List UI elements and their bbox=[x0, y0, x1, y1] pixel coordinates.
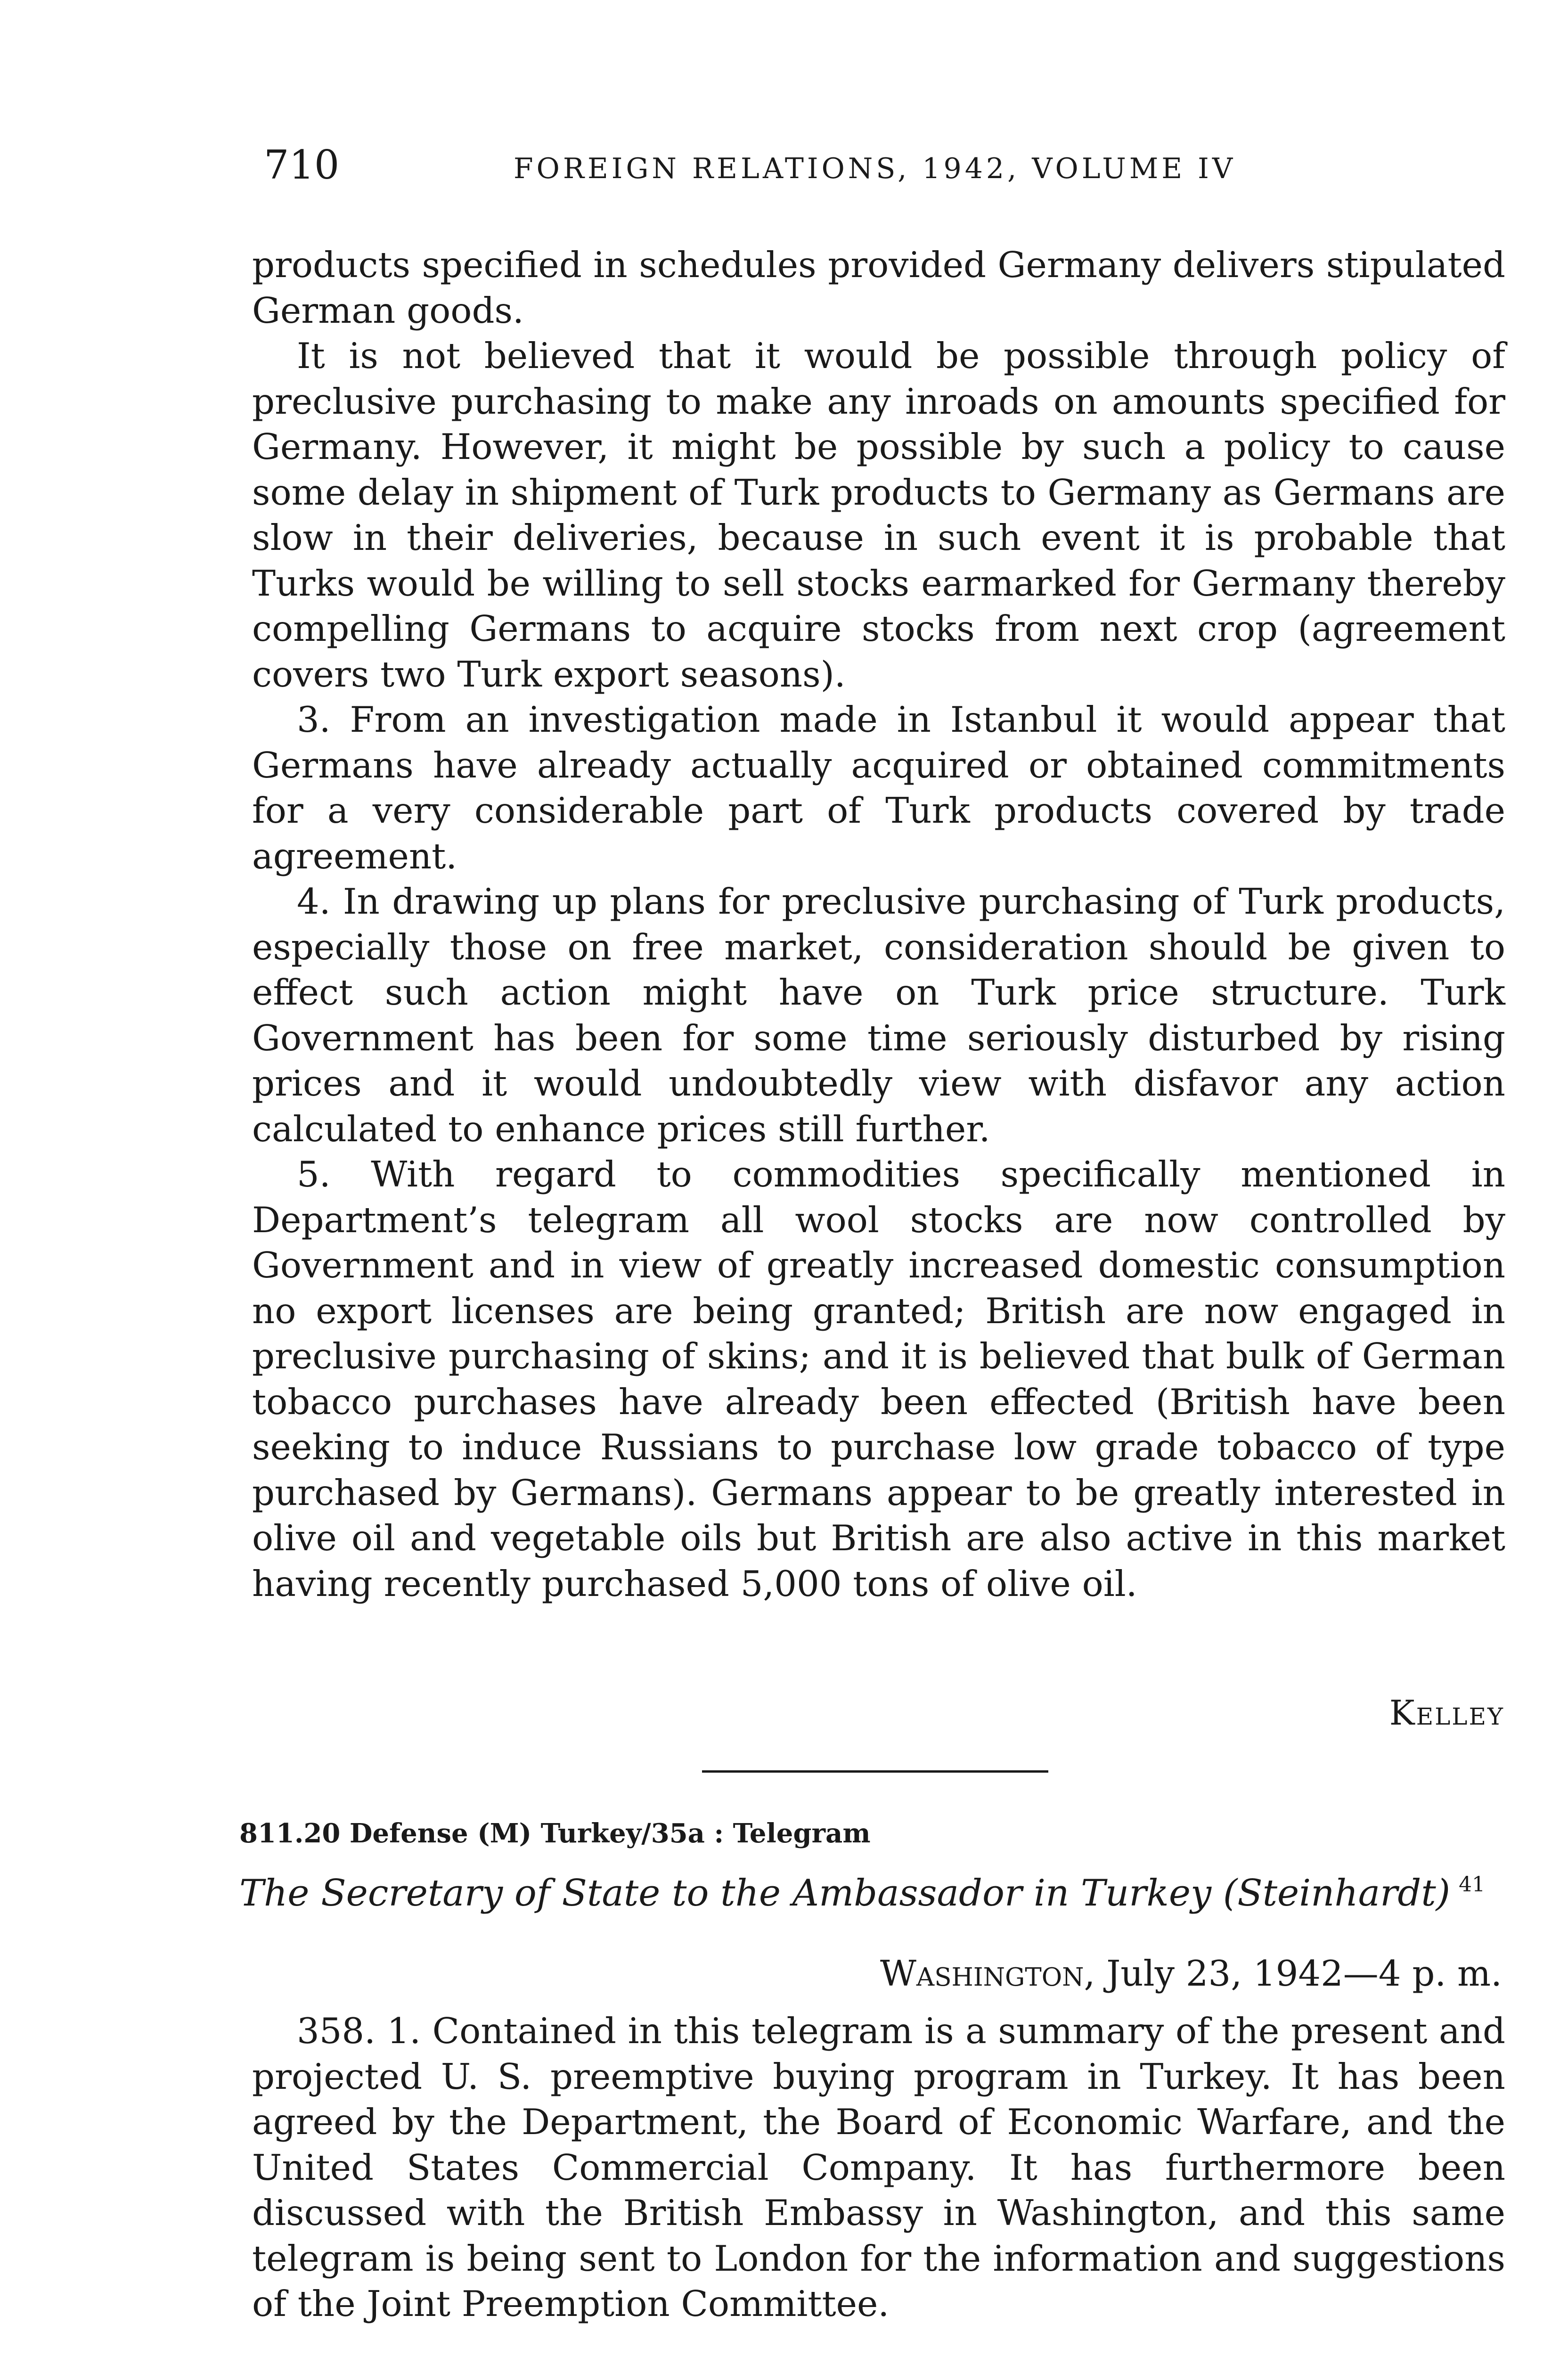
signature: Kelley bbox=[1389, 1693, 1504, 1733]
dateline-place: Washington, bbox=[880, 1953, 1095, 1994]
dateline bbox=[880, 1951, 1502, 1996]
telegram-1-body bbox=[252, 242, 1505, 1606]
page-number: 710 bbox=[264, 142, 340, 188]
file-reference: 811.20 Defense (M) Turkey/35a : Telegram bbox=[239, 1818, 871, 1849]
telegram-2-body bbox=[252, 2008, 1505, 2327]
paragraph: It is not believed that it would be possible through policy of preclusive purchasing to make any inroads on amounts specified for Germany. However, it might be possible by such a policy to cause some delay in shipment of Turk products to Germany as Germans are slow in their deliveries, because in such event it is probable that Turks would be willing to sell stocks earmarked for Germany thereby compelling Germans to acquire stocks from next crop (agreement covers two Turk export seasons). bbox=[252, 335, 1505, 695]
paragraph: products specified in schedules provided Germany delivers stipulated German goods. bbox=[252, 244, 1505, 331]
paragraph: 3. From an investigation made in Istanbul it would appear that Germans have already actually acquired or obtained commitments for a very considerable part of Turk products covered by trade agreement. bbox=[252, 699, 1505, 877]
paragraph: 5. With regard to commodities specifically mentioned in Department’s telegram all wool stocks are now controlled by Government and in view of greatly increased domestic consumption no export licenses are being granted; British are now engaged in preclusive purchasing of skins; and it is believed that bulk of German tobacco purchases have already been effected (British have been seeking to induce Russians to purchase low grade tobacco of type purchased by Germans). Germans appear to be greatly interested in olive oil and vegetable oils but British are also active in this market having recently purchased 5,000 tons of olive oil. bbox=[252, 1153, 1505, 1604]
paragraph: 358. 1. Contained in this telegram is a summary of the present and projected U. S. preemptive buying program in Turkey. It has been agreed by the Department, the Board of Economic Warfare, and the United States Commercial Company. It has furthermore been discussed with the British Embassy in Washington, and this same telegram is being sent to London for the information and suggestions of the Joint Preemption Committee. bbox=[252, 2010, 1505, 2324]
section-divider bbox=[702, 1770, 1048, 1773]
footnote-marker: 41 bbox=[1459, 1873, 1486, 1897]
paragraph: 4. In drawing up plans for preclusive purchasing of Turk products, especially those on free market, consideration should be given to effect such action might have on Turk price structure. Turk Government has been for some time seriously disturbed by rising prices and it would undoubtedly view with disfavor any action calculated to enhance prices still further. bbox=[252, 881, 1505, 1150]
running-head: FOREIGN RELATIONS, 1942, VOLUME IV bbox=[514, 152, 1236, 185]
page-header bbox=[264, 141, 1517, 193]
document-title-text: The Secretary of State to the Ambassador in Turkey (Steinhardt) bbox=[239, 1872, 1451, 1914]
dateline-date: July 23, 1942—4 p. m. bbox=[1106, 1953, 1502, 1994]
document-title bbox=[239, 1861, 1485, 1917]
